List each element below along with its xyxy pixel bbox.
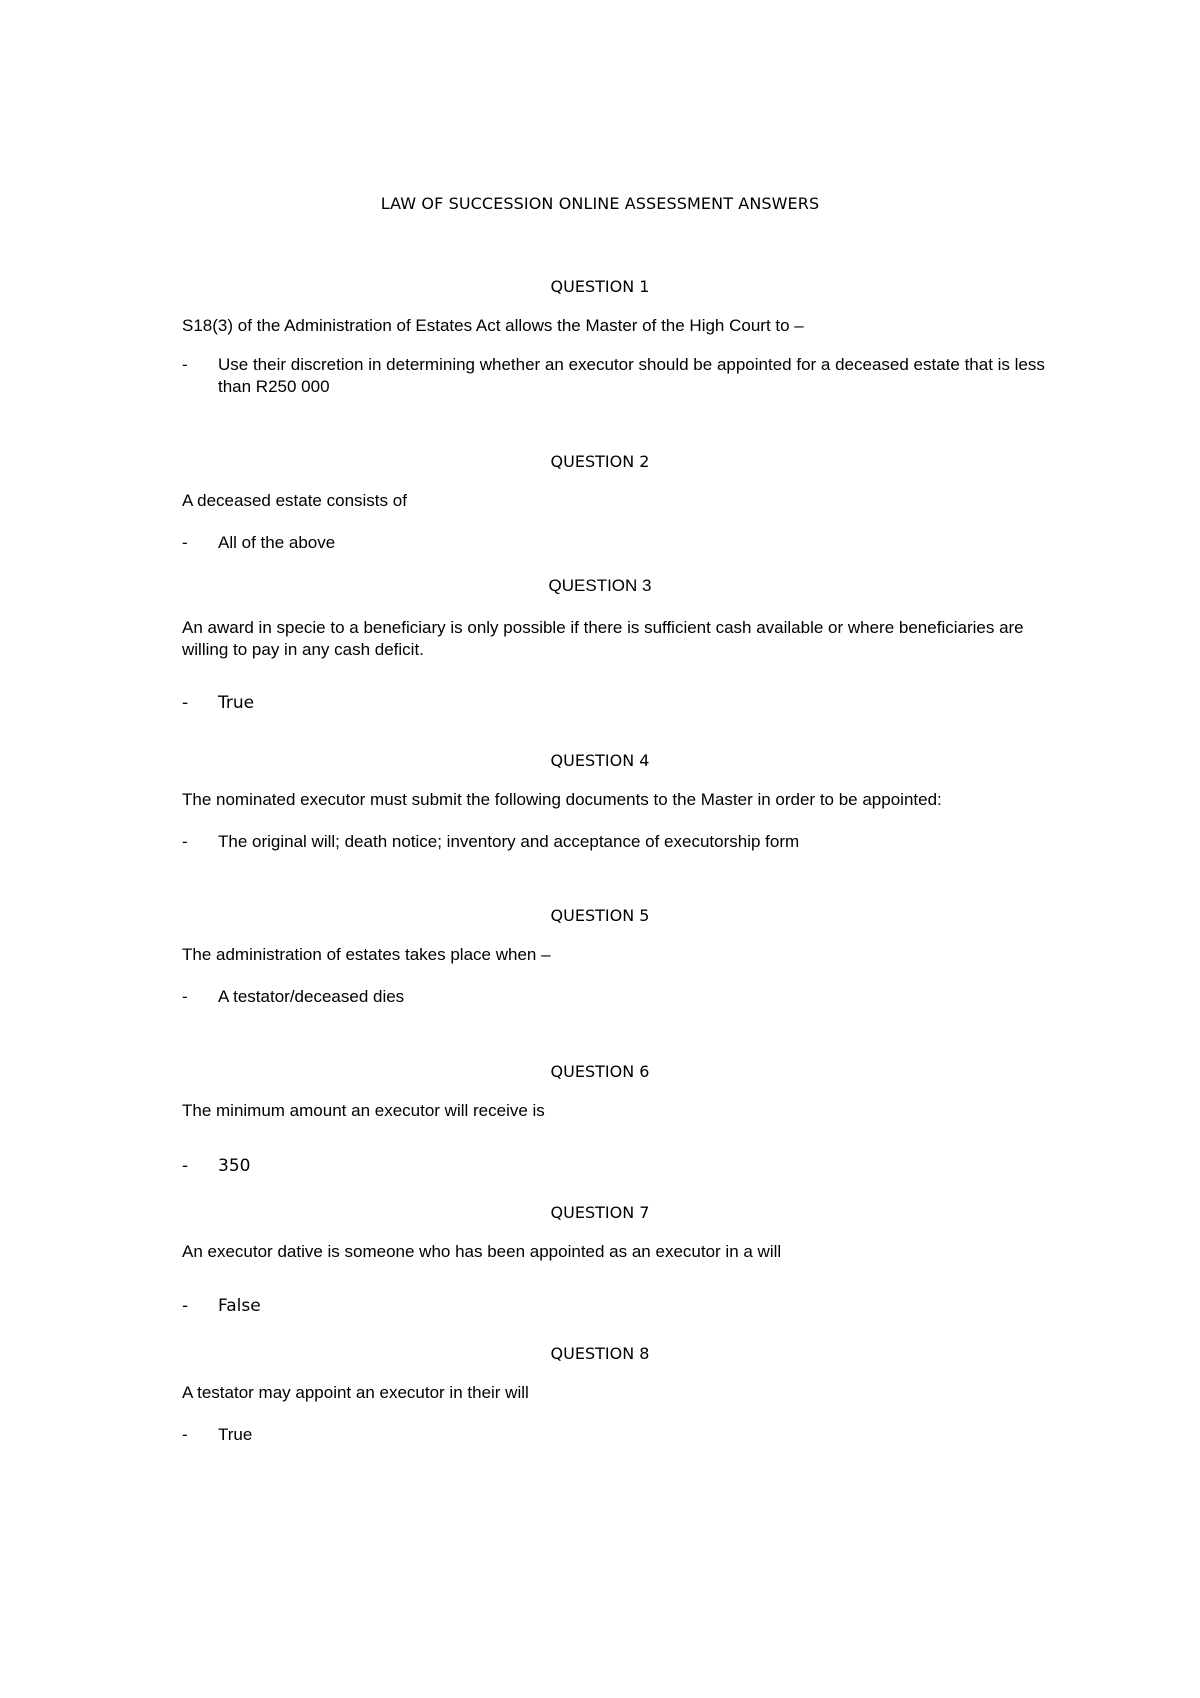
question-3-answer — [182, 692, 1062, 714]
question-2-answer — [182, 532, 1062, 554]
question-6-heading: QUESTION 6 — [550, 1062, 650, 1081]
question-5-answer — [182, 986, 1062, 1008]
question-3-heading: QUESTION 3 — [548, 576, 652, 595]
question-2-heading: QUESTION 2 — [550, 452, 650, 471]
question-5-heading: QUESTION 5 — [550, 906, 650, 925]
answer-text: The original will; death notice; inventory and acceptance of executorship form — [218, 832, 800, 851]
question-4-heading: QUESTION 4 — [550, 751, 650, 770]
question-8-answer — [182, 1424, 1062, 1446]
question-8-heading: QUESTION 8 — [550, 1344, 650, 1363]
bullet-dash: - — [182, 1296, 189, 1316]
answer-text: All of the above — [218, 533, 336, 552]
answer-text: True — [218, 1425, 253, 1444]
bullet-dash: - — [182, 832, 188, 851]
question-1-text: S18(3) of the Administration of Estates Act allows the Master of the High Court to – — [182, 316, 804, 335]
answer-text: 350 — [218, 1156, 251, 1176]
question-4-text: The nominated executor must submit the following documents to the Master in order to be appointed: — [182, 790, 942, 809]
answer-text: True — [218, 693, 255, 713]
bullet-dash: - — [182, 1156, 189, 1176]
question-3-text: An award in specie to a beneficiary is only possible if there is sufficient cash available or where beneficiaries are willing to pay in any cash deficit. — [182, 618, 1024, 659]
answer-text: Use their discretion in determining whether an executor should be appointed for a deceased estate that is less than R250 000 — [218, 355, 1045, 396]
question-2-text: A deceased estate consists of — [182, 491, 407, 510]
question-1-answer — [182, 354, 1062, 398]
answer-text: False — [218, 1296, 261, 1316]
question-7-answer — [182, 1295, 1062, 1317]
bullet-dash: - — [182, 533, 188, 552]
bullet-dash: - — [182, 1425, 188, 1444]
question-8-text: A testator may appoint an executor in their will — [182, 1383, 529, 1402]
question-4-answer — [182, 831, 1062, 853]
question-7-heading: QUESTION 7 — [550, 1203, 650, 1222]
question-5-text: The administration of estates takes place when – — [182, 945, 551, 964]
bullet-dash: - — [182, 693, 189, 713]
answer-text: A testator/deceased dies — [218, 987, 405, 1006]
question-6-text: The minimum amount an executor will receive is — [182, 1101, 545, 1120]
question-7-text: An executor dative is someone who has been appointed as an executor in a will — [182, 1242, 782, 1261]
question-6-answer — [182, 1155, 1062, 1177]
bullet-dash: - — [182, 355, 188, 374]
question-1-heading: QUESTION 1 — [550, 277, 650, 296]
bullet-dash: - — [182, 987, 188, 1006]
document-title: LAW OF SUCCESSION ONLINE ASSESSMENT ANSWERS — [380, 194, 820, 213]
